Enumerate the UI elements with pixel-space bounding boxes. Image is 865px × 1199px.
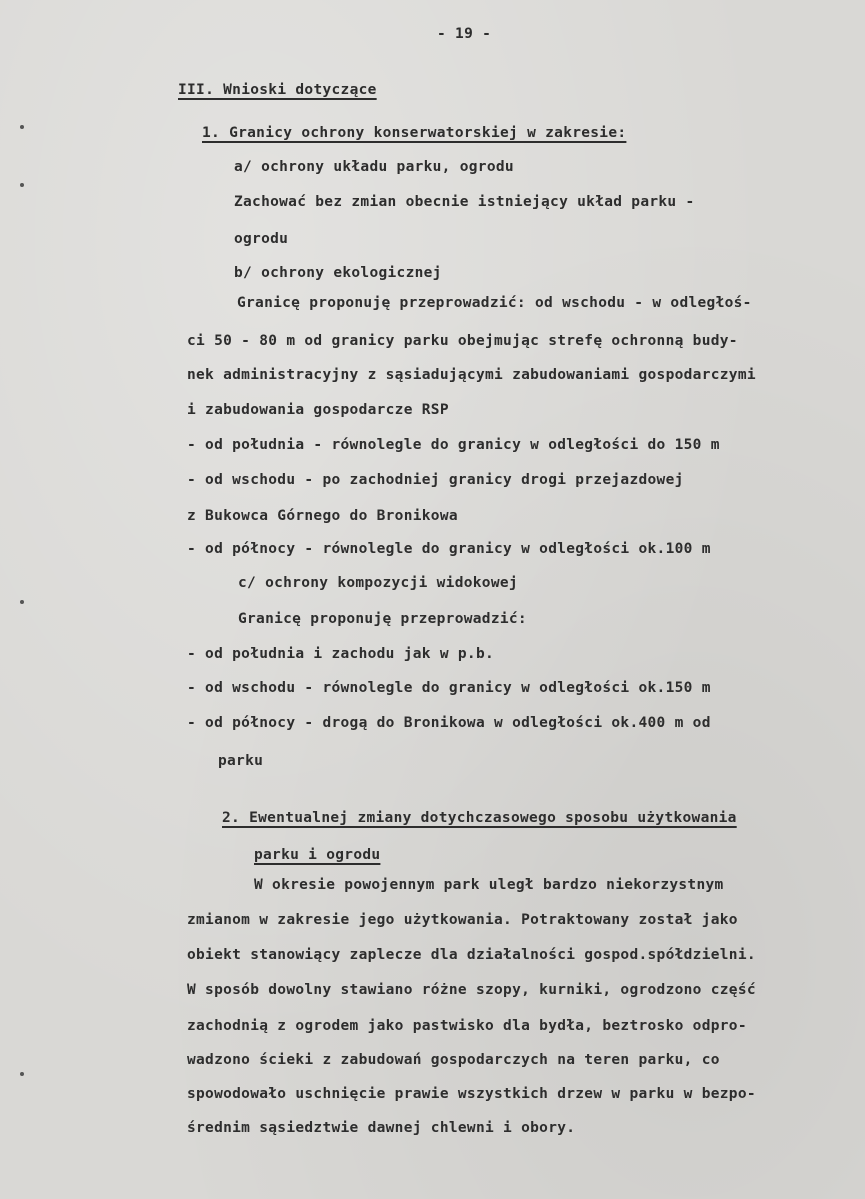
item-2-title: parku i ogrodu (254, 847, 381, 863)
item-2-body-line: obiekt stanowiący zaplecze dla działalności gospod.spółdzielni. (187, 947, 756, 963)
item-1b-line: ci 50 - 80 m od granicy parku obejmując strefę ochronną budy- (187, 333, 738, 349)
item-2-body-line: zachodnią z ogrodem jako pastwisko dla bydła, beztrosko odpro- (187, 1018, 747, 1034)
item-1c-line: - od południa i zachodu jak w p.b. (187, 646, 495, 662)
item-2-body-line: W okresie powojennym park uległ bardzo niekorzystnym (254, 877, 724, 893)
margin-mark (20, 183, 24, 187)
item-1b-label: b/ ochrony ekologicznej (234, 265, 442, 281)
item-1a-label: a/ ochrony układu parku, ogrodu (234, 159, 514, 175)
section-heading: III. Wnioski dotyczące (178, 82, 377, 98)
item-2-body-line: średnim sąsiedztwie dawnej chlewni i obory. (187, 1120, 576, 1136)
item-2-title: 2. Ewentualnej zmiany dotychczasowego sposobu użytkowania (222, 810, 737, 826)
item-1c-line: parku (218, 753, 264, 769)
item-2-body-line: W sposób dowolny stawiano różne szopy, kurniki, ogrodzono część (187, 982, 756, 998)
item-1c-label: c/ ochrony kompozycji widokowej (238, 575, 518, 591)
item-1a-text: ogrodu (234, 231, 289, 247)
item-1c-line: Granicę proponuję przeprowadzić: (238, 611, 527, 627)
margin-mark (20, 1072, 24, 1076)
item-1b-line: nek administracyjny z sąsiadującymi zabudowaniami gospodarczymi (187, 367, 756, 383)
item-1b-line: i zabudowania gospodarcze RSP (187, 402, 449, 418)
item-2-body-line: wadzono ścieki z zabudowań gospodarczych na teren parku, co (187, 1052, 720, 1068)
item-2-body-line: zmianom w zakresie jego użytkowania. Potraktowany został jako (187, 912, 738, 928)
item-1b-line: - od północy - równolegle do granicy w odległości ok.100 m (187, 541, 711, 557)
margin-mark (20, 125, 24, 129)
item-1b-line: - od wschodu - po zachodniej granicy drogi przejazdowej (187, 472, 684, 488)
item-1c-line: - od wschodu - równolegle do granicy w odległości ok.150 m (187, 680, 711, 696)
page-number: - 19 - (437, 26, 492, 42)
item-1b-line: z Bukowca Górnego do Bronikowa (187, 508, 458, 524)
margin-mark (20, 600, 24, 604)
item-1b-line: - od południa - równolegle do granicy w odległości do 150 m (187, 437, 720, 453)
item-1c-line: - od północy - drogą do Bronikowa w odległości ok.400 m od (187, 715, 711, 731)
item-1-title: 1. Granicy ochrony konserwatorskiej w zakresie: (202, 125, 627, 141)
item-1a-text: Zachować bez zmian obecnie istniejący układ parku - (234, 194, 695, 210)
item-1b-line: Granicę proponuję przeprowadzić: od wschodu - w odległoś- (237, 295, 752, 311)
item-2-body-line: spowodowało uschnięcie prawie wszystkich drzew w parku w bezpo- (187, 1086, 756, 1102)
